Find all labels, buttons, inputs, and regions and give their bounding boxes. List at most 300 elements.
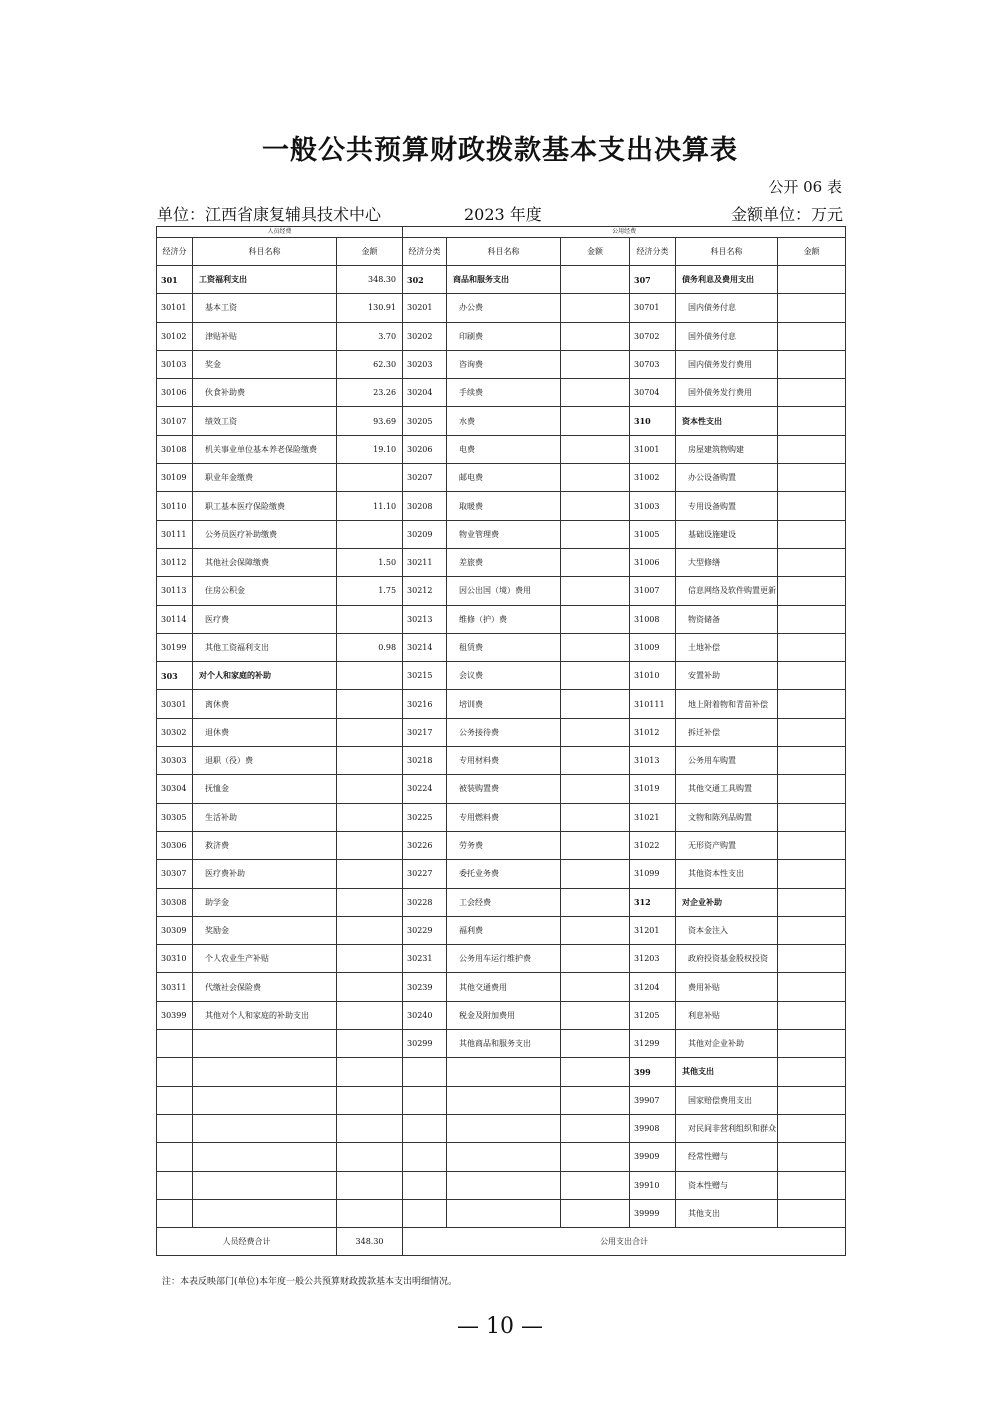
goods-amount-cell	[561, 294, 630, 322]
capital-amount-cell	[778, 945, 846, 973]
capital-code-cell: 39908	[630, 1114, 676, 1142]
table-row	[157, 1143, 846, 1171]
table-row	[157, 1086, 846, 1114]
capital-name-cell: 房屋建筑物购建	[676, 435, 778, 463]
personnel-amount-cell	[337, 831, 403, 859]
capital-name-cell: 资本性赠与	[676, 1171, 778, 1199]
capital-amount-cell	[778, 435, 846, 463]
money-unit-label: 金额单位：万元	[730, 205, 843, 224]
capital-code-cell: 30701	[630, 294, 676, 322]
personnel-amount-cell	[337, 464, 403, 492]
personnel-amount-cell	[337, 945, 403, 973]
personnel-code-cell: 30303	[157, 747, 193, 775]
goods-amount-cell	[561, 662, 630, 690]
goods-name-cell: 培训费	[447, 690, 561, 718]
personnel-name-cell: 伙食补助费	[193, 379, 337, 407]
table-row	[157, 322, 846, 350]
personnel-amount-cell	[337, 605, 403, 633]
goods-amount-cell	[561, 605, 630, 633]
capital-amount-cell	[778, 1030, 846, 1058]
personnel-code-cell: 30199	[157, 633, 193, 661]
personnel-name-cell: 公务员医疗补助缴费	[193, 520, 337, 548]
personnel-name-cell: 其他对个人和家庭的补助支出	[193, 1001, 337, 1029]
capital-amount-cell	[778, 718, 846, 746]
personnel-amount-cell	[337, 662, 403, 690]
public-total-label: 公用支出合计	[403, 1228, 846, 1256]
capital-name-cell: 对企业补助	[676, 888, 778, 916]
personnel-code-cell	[157, 1143, 193, 1171]
table-row	[157, 350, 846, 378]
capital-name-cell: 公务用车购置	[676, 747, 778, 775]
capital-name-cell: 其他交通工具购置	[676, 775, 778, 803]
capital-amount-cell	[778, 350, 846, 378]
capital-code-cell: 31203	[630, 945, 676, 973]
goods-name-cell: 公务接待费	[447, 718, 561, 746]
capital-amount-cell	[778, 1143, 846, 1171]
capital-code-cell: 31003	[630, 492, 676, 520]
personnel-code-cell: 30306	[157, 831, 193, 859]
capital-amount-cell	[778, 492, 846, 520]
table-row	[157, 1199, 846, 1227]
goods-code-cell: 30212	[403, 577, 447, 605]
personnel-amount-cell: 93.69	[337, 407, 403, 435]
goods-amount-cell	[561, 945, 630, 973]
personnel-name-cell: 机关事业单位基本养老保险缴费	[193, 435, 337, 463]
goods-name-cell: 专用燃料费	[447, 803, 561, 831]
capital-amount-cell	[778, 605, 846, 633]
personnel-code-cell: 30114	[157, 605, 193, 633]
goods-code-cell: 30217	[403, 718, 447, 746]
capital-name-cell: 对民间非营利组织和群众	[676, 1114, 778, 1142]
capital-code-cell: 31019	[630, 775, 676, 803]
personnel-name-cell: 职业年金缴费	[193, 464, 337, 492]
personnel-amount-cell	[337, 1171, 403, 1199]
personnel-amount-cell	[337, 1114, 403, 1142]
personnel-name-cell: 生活补助	[193, 803, 337, 831]
personnel-code-cell: 30106	[157, 379, 193, 407]
goods-code-cell: 30214	[403, 633, 447, 661]
capital-code-cell: 310111	[630, 690, 676, 718]
personnel-name-cell: 救济费	[193, 831, 337, 859]
capital-code-cell: 31002	[630, 464, 676, 492]
personnel-name-cell: 其他工资福利支出	[193, 633, 337, 661]
goods-name-cell: 办公费	[447, 294, 561, 322]
capital-amount-cell	[778, 916, 846, 944]
table-row	[157, 492, 846, 520]
goods-amount-cell	[561, 379, 630, 407]
personnel-amount-cell: 11.10	[337, 492, 403, 520]
page-title: 一般公共预算财政拨款基本支出决算表	[262, 135, 738, 166]
goods-name-cell: 福利费	[447, 916, 561, 944]
goods-code-cell: 30204	[403, 379, 447, 407]
goods-name-cell: 水费	[447, 407, 561, 435]
goods-amount-cell	[561, 350, 630, 378]
capital-name-cell: 其他支出	[676, 1199, 778, 1227]
table-row	[157, 1114, 846, 1142]
goods-code-cell: 30299	[403, 1030, 447, 1058]
personnel-amount-cell	[337, 973, 403, 1001]
personnel-name-cell: 其他社会保障缴费	[193, 548, 337, 576]
goods-amount-cell	[561, 1001, 630, 1029]
goods-name-cell	[447, 1058, 561, 1086]
personnel-code-cell: 30102	[157, 322, 193, 350]
goods-code-cell: 30207	[403, 464, 447, 492]
goods-name-cell: 其他商品和服务支出	[447, 1030, 561, 1058]
personnel-code-cell: 30111	[157, 520, 193, 548]
goods-amount-cell	[561, 577, 630, 605]
goods-name-cell: 委托业务费	[447, 860, 561, 888]
goods-name-cell: 维修（护）费	[447, 605, 561, 633]
page-number: — 10 —	[457, 1314, 543, 1339]
personnel-code-cell: 30305	[157, 803, 193, 831]
table-row	[157, 605, 846, 633]
personnel-name-cell: 奖金	[193, 350, 337, 378]
personnel-code-cell: 30301	[157, 690, 193, 718]
capital-code-cell: 30704	[630, 379, 676, 407]
capital-name-cell: 地上附着物和青苗补偿	[676, 690, 778, 718]
capital-amount-cell	[778, 464, 846, 492]
goods-code-cell	[403, 1199, 447, 1227]
goods-amount-cell	[561, 407, 630, 435]
capital-name-cell: 国外债务发行费用	[676, 379, 778, 407]
personnel-name-cell: 离休费	[193, 690, 337, 718]
goods-name-cell: 商品和服务支出	[447, 266, 561, 294]
capital-code-cell: 31299	[630, 1030, 676, 1058]
capital-code-cell: 312	[630, 888, 676, 916]
capital-name-cell: 其他支出	[676, 1058, 778, 1086]
capital-name-cell: 资本性支出	[676, 407, 778, 435]
goods-code-cell: 30239	[403, 973, 447, 1001]
capital-code-cell: 31012	[630, 718, 676, 746]
personnel-code-cell: 30113	[157, 577, 193, 605]
goods-name-cell	[447, 1199, 561, 1227]
personnel-amount-cell	[337, 1199, 403, 1227]
personnel-amount-cell: 1.75	[337, 577, 403, 605]
capital-code-cell: 39910	[630, 1171, 676, 1199]
personnel-code-cell: 30399	[157, 1001, 193, 1029]
goods-code-cell: 30229	[403, 916, 447, 944]
personnel-name-cell	[193, 1058, 337, 1086]
goods-name-cell	[447, 1171, 561, 1199]
personnel-code-cell	[157, 1171, 193, 1199]
personnel-name-cell: 代缴社会保险费	[193, 973, 337, 1001]
goods-name-cell: 取暖费	[447, 492, 561, 520]
goods-code-cell: 30202	[403, 322, 447, 350]
goods-amount-cell	[561, 803, 630, 831]
personnel-name-cell: 绩效工资	[193, 407, 337, 435]
col-header-amount: 金额	[778, 238, 846, 266]
capital-amount-cell	[778, 407, 846, 435]
goods-code-cell: 30215	[403, 662, 447, 690]
goods-code-cell: 30213	[403, 605, 447, 633]
personnel-amount-cell	[337, 860, 403, 888]
capital-name-cell: 经常性赠与	[676, 1143, 778, 1171]
capital-amount-cell	[778, 379, 846, 407]
capital-name-cell: 专用设备购置	[676, 492, 778, 520]
goods-amount-cell	[561, 888, 630, 916]
capital-amount-cell	[778, 1199, 846, 1227]
personnel-name-cell	[193, 1114, 337, 1142]
personnel-code-cell: 30302	[157, 718, 193, 746]
personnel-name-cell: 奖励金	[193, 916, 337, 944]
personnel-amount-cell	[337, 1143, 403, 1171]
goods-amount-cell	[561, 1199, 630, 1227]
goods-amount-cell	[561, 831, 630, 859]
personnel-name-cell: 医疗费	[193, 605, 337, 633]
personnel-amount-cell	[337, 1001, 403, 1029]
personnel-name-cell	[193, 1199, 337, 1227]
table-row	[157, 1001, 846, 1029]
goods-amount-cell	[561, 916, 630, 944]
personnel-name-cell	[193, 1086, 337, 1114]
personnel-amount-cell: 3.70	[337, 322, 403, 350]
goods-amount-cell	[561, 266, 630, 294]
capital-name-cell: 资本金注入	[676, 916, 778, 944]
goods-code-cell: 30227	[403, 860, 447, 888]
capital-name-cell: 拆迁补偿	[676, 718, 778, 746]
goods-amount-cell	[561, 860, 630, 888]
personnel-amount-cell: 130.91	[337, 294, 403, 322]
goods-name-cell	[447, 1086, 561, 1114]
table-row	[157, 548, 846, 576]
capital-amount-cell	[778, 577, 846, 605]
table-row	[157, 718, 846, 746]
goods-code-cell: 30208	[403, 492, 447, 520]
table-row	[157, 294, 846, 322]
goods-code-cell: 30216	[403, 690, 447, 718]
table-row	[157, 747, 846, 775]
goods-code-cell: 30205	[403, 407, 447, 435]
group-header-personnel: 人员经费	[157, 227, 403, 238]
goods-code-cell	[403, 1086, 447, 1114]
personnel-code-cell: 30112	[157, 548, 193, 576]
goods-name-cell: 公务用车运行维护费	[447, 945, 561, 973]
capital-amount-cell	[778, 1058, 846, 1086]
personnel-amount-cell	[337, 747, 403, 775]
capital-amount-cell	[778, 1086, 846, 1114]
goods-code-cell	[403, 1171, 447, 1199]
personnel-name-cell: 医疗费补助	[193, 860, 337, 888]
personnel-name-cell: 职工基本医疗保险缴费	[193, 492, 337, 520]
goods-amount-cell	[561, 1114, 630, 1142]
capital-code-cell: 31006	[630, 548, 676, 576]
expenditure-table	[156, 226, 846, 1256]
capital-name-cell: 债务利息及费用支出	[676, 266, 778, 294]
capital-amount-cell	[778, 775, 846, 803]
capital-name-cell: 基础设施建设	[676, 520, 778, 548]
personnel-code-cell	[157, 1086, 193, 1114]
goods-amount-cell	[561, 973, 630, 1001]
personnel-name-cell: 工资福利支出	[193, 266, 337, 294]
personnel-amount-cell	[337, 888, 403, 916]
goods-amount-cell	[561, 1030, 630, 1058]
personnel-code-cell: 30310	[157, 945, 193, 973]
capital-code-cell: 31010	[630, 662, 676, 690]
goods-name-cell	[447, 1114, 561, 1142]
goods-name-cell: 电费	[447, 435, 561, 463]
personnel-amount-cell	[337, 690, 403, 718]
col-header-code: 经济分类	[630, 238, 676, 266]
personnel-code-cell	[157, 1030, 193, 1058]
personnel-amount-cell	[337, 520, 403, 548]
capital-amount-cell	[778, 322, 846, 350]
totals-row	[157, 1228, 846, 1256]
personnel-amount-cell: 348.30	[337, 266, 403, 294]
table-row	[157, 860, 846, 888]
capital-code-cell: 399	[630, 1058, 676, 1086]
personnel-code-cell: 30101	[157, 294, 193, 322]
personnel-name-cell: 津贴补贴	[193, 322, 337, 350]
goods-amount-cell	[561, 690, 630, 718]
capital-name-cell: 其他资本性支出	[676, 860, 778, 888]
personnel-code-cell	[157, 1114, 193, 1142]
goods-amount-cell	[561, 1171, 630, 1199]
goods-name-cell	[447, 1143, 561, 1171]
capital-code-cell: 30703	[630, 350, 676, 378]
personnel-amount-cell	[337, 916, 403, 944]
personnel-code-cell: 303	[157, 662, 193, 690]
table-row	[157, 1171, 846, 1199]
group-header-row	[157, 227, 846, 238]
personnel-amount-cell: 23.26	[337, 379, 403, 407]
personnel-amount-cell: 1.50	[337, 548, 403, 576]
capital-code-cell: 31021	[630, 803, 676, 831]
table-row	[157, 633, 846, 661]
table-row	[157, 831, 846, 859]
goods-amount-cell	[561, 492, 630, 520]
personnel-code-cell: 30110	[157, 492, 193, 520]
capital-name-cell: 利息补贴	[676, 1001, 778, 1029]
form-number: 公开 06 表	[768, 178, 842, 196]
goods-code-cell: 30228	[403, 888, 447, 916]
personnel-code-cell	[157, 1058, 193, 1086]
capital-name-cell: 文物和陈列品购置	[676, 803, 778, 831]
capital-code-cell: 39907	[630, 1086, 676, 1114]
personnel-code-cell: 30307	[157, 860, 193, 888]
unit-row	[157, 202, 843, 224]
capital-name-cell: 大型修缮	[676, 548, 778, 576]
capital-amount-cell	[778, 1171, 846, 1199]
goods-name-cell: 物业管理费	[447, 520, 561, 548]
capital-code-cell: 31201	[630, 916, 676, 944]
goods-amount-cell	[561, 775, 630, 803]
goods-name-cell: 邮电费	[447, 464, 561, 492]
goods-amount-cell	[561, 747, 630, 775]
capital-amount-cell	[778, 973, 846, 1001]
personnel-code-cell: 30308	[157, 888, 193, 916]
goods-name-cell: 税金及附加费用	[447, 1001, 561, 1029]
goods-amount-cell	[561, 718, 630, 746]
table-row	[157, 266, 846, 294]
capital-name-cell: 无形资产购置	[676, 831, 778, 859]
personnel-name-cell: 退休费	[193, 718, 337, 746]
personnel-name-cell: 退职（役）费	[193, 747, 337, 775]
goods-name-cell: 其他交通费用	[447, 973, 561, 1001]
personnel-name-cell: 基本工资	[193, 294, 337, 322]
col-header-name: 科目名称	[447, 238, 561, 266]
goods-amount-cell	[561, 1143, 630, 1171]
year-label: 2023 年度	[464, 205, 542, 224]
capital-amount-cell	[778, 662, 846, 690]
goods-name-cell: 工会经费	[447, 888, 561, 916]
capital-code-cell: 31008	[630, 605, 676, 633]
capital-code-cell: 31013	[630, 747, 676, 775]
personnel-amount-cell	[337, 1030, 403, 1058]
goods-code-cell: 30240	[403, 1001, 447, 1029]
capital-amount-cell	[778, 266, 846, 294]
table-row	[157, 435, 846, 463]
column-header-row	[157, 238, 846, 266]
personnel-total-amount: 348.30	[337, 1228, 403, 1256]
capital-name-cell: 物资储备	[676, 605, 778, 633]
goods-code-cell	[403, 1143, 447, 1171]
personnel-code-cell: 30103	[157, 350, 193, 378]
capital-name-cell: 信息网络及软件购置更新	[676, 577, 778, 605]
goods-code-cell: 30211	[403, 548, 447, 576]
capital-code-cell: 30702	[630, 322, 676, 350]
group-header-public: 公用经费	[403, 227, 846, 238]
goods-name-cell: 租赁费	[447, 633, 561, 661]
personnel-code-cell: 30309	[157, 916, 193, 944]
goods-name-cell: 专用材料费	[447, 747, 561, 775]
col-header-code: 经济分	[157, 238, 193, 266]
goods-code-cell: 30225	[403, 803, 447, 831]
capital-amount-cell	[778, 548, 846, 576]
personnel-name-cell	[193, 1030, 337, 1058]
goods-code-cell: 30209	[403, 520, 447, 548]
goods-name-cell: 会议费	[447, 662, 561, 690]
personnel-amount-cell: 19.10	[337, 435, 403, 463]
col-header-name: 科目名称	[676, 238, 778, 266]
table-row	[157, 973, 846, 1001]
col-header-code: 经济分类	[403, 238, 447, 266]
goods-code-cell: 30203	[403, 350, 447, 378]
capital-name-cell: 费用补贴	[676, 973, 778, 1001]
goods-amount-cell	[561, 464, 630, 492]
personnel-code-cell: 30107	[157, 407, 193, 435]
table-row	[157, 888, 846, 916]
goods-name-cell: 印刷费	[447, 322, 561, 350]
table-row	[157, 803, 846, 831]
capital-code-cell: 307	[630, 266, 676, 294]
capital-code-cell: 31007	[630, 577, 676, 605]
goods-name-cell: 咨询费	[447, 350, 561, 378]
capital-code-cell: 31205	[630, 1001, 676, 1029]
capital-code-cell: 31099	[630, 860, 676, 888]
capital-amount-cell	[778, 803, 846, 831]
capital-amount-cell	[778, 520, 846, 548]
goods-name-cell: 因公出国（境）费用	[447, 577, 561, 605]
capital-code-cell: 39999	[630, 1199, 676, 1227]
personnel-name-cell: 助学金	[193, 888, 337, 916]
table-row	[157, 379, 846, 407]
personnel-code-cell: 301	[157, 266, 193, 294]
col-header-amount: 金额	[561, 238, 630, 266]
capital-amount-cell	[778, 831, 846, 859]
goods-name-cell: 手续费	[447, 379, 561, 407]
personnel-name-cell	[193, 1143, 337, 1171]
capital-name-cell: 国家赔偿费用支出	[676, 1086, 778, 1114]
personnel-amount-cell	[337, 1058, 403, 1086]
table-row	[157, 1058, 846, 1086]
capital-name-cell: 其他对企业补助	[676, 1030, 778, 1058]
capital-code-cell: 310	[630, 407, 676, 435]
capital-amount-cell	[778, 633, 846, 661]
personnel-name-cell: 住房公积金	[193, 577, 337, 605]
goods-code-cell	[403, 1058, 447, 1086]
personnel-name-cell	[193, 1171, 337, 1199]
goods-code-cell: 30218	[403, 747, 447, 775]
